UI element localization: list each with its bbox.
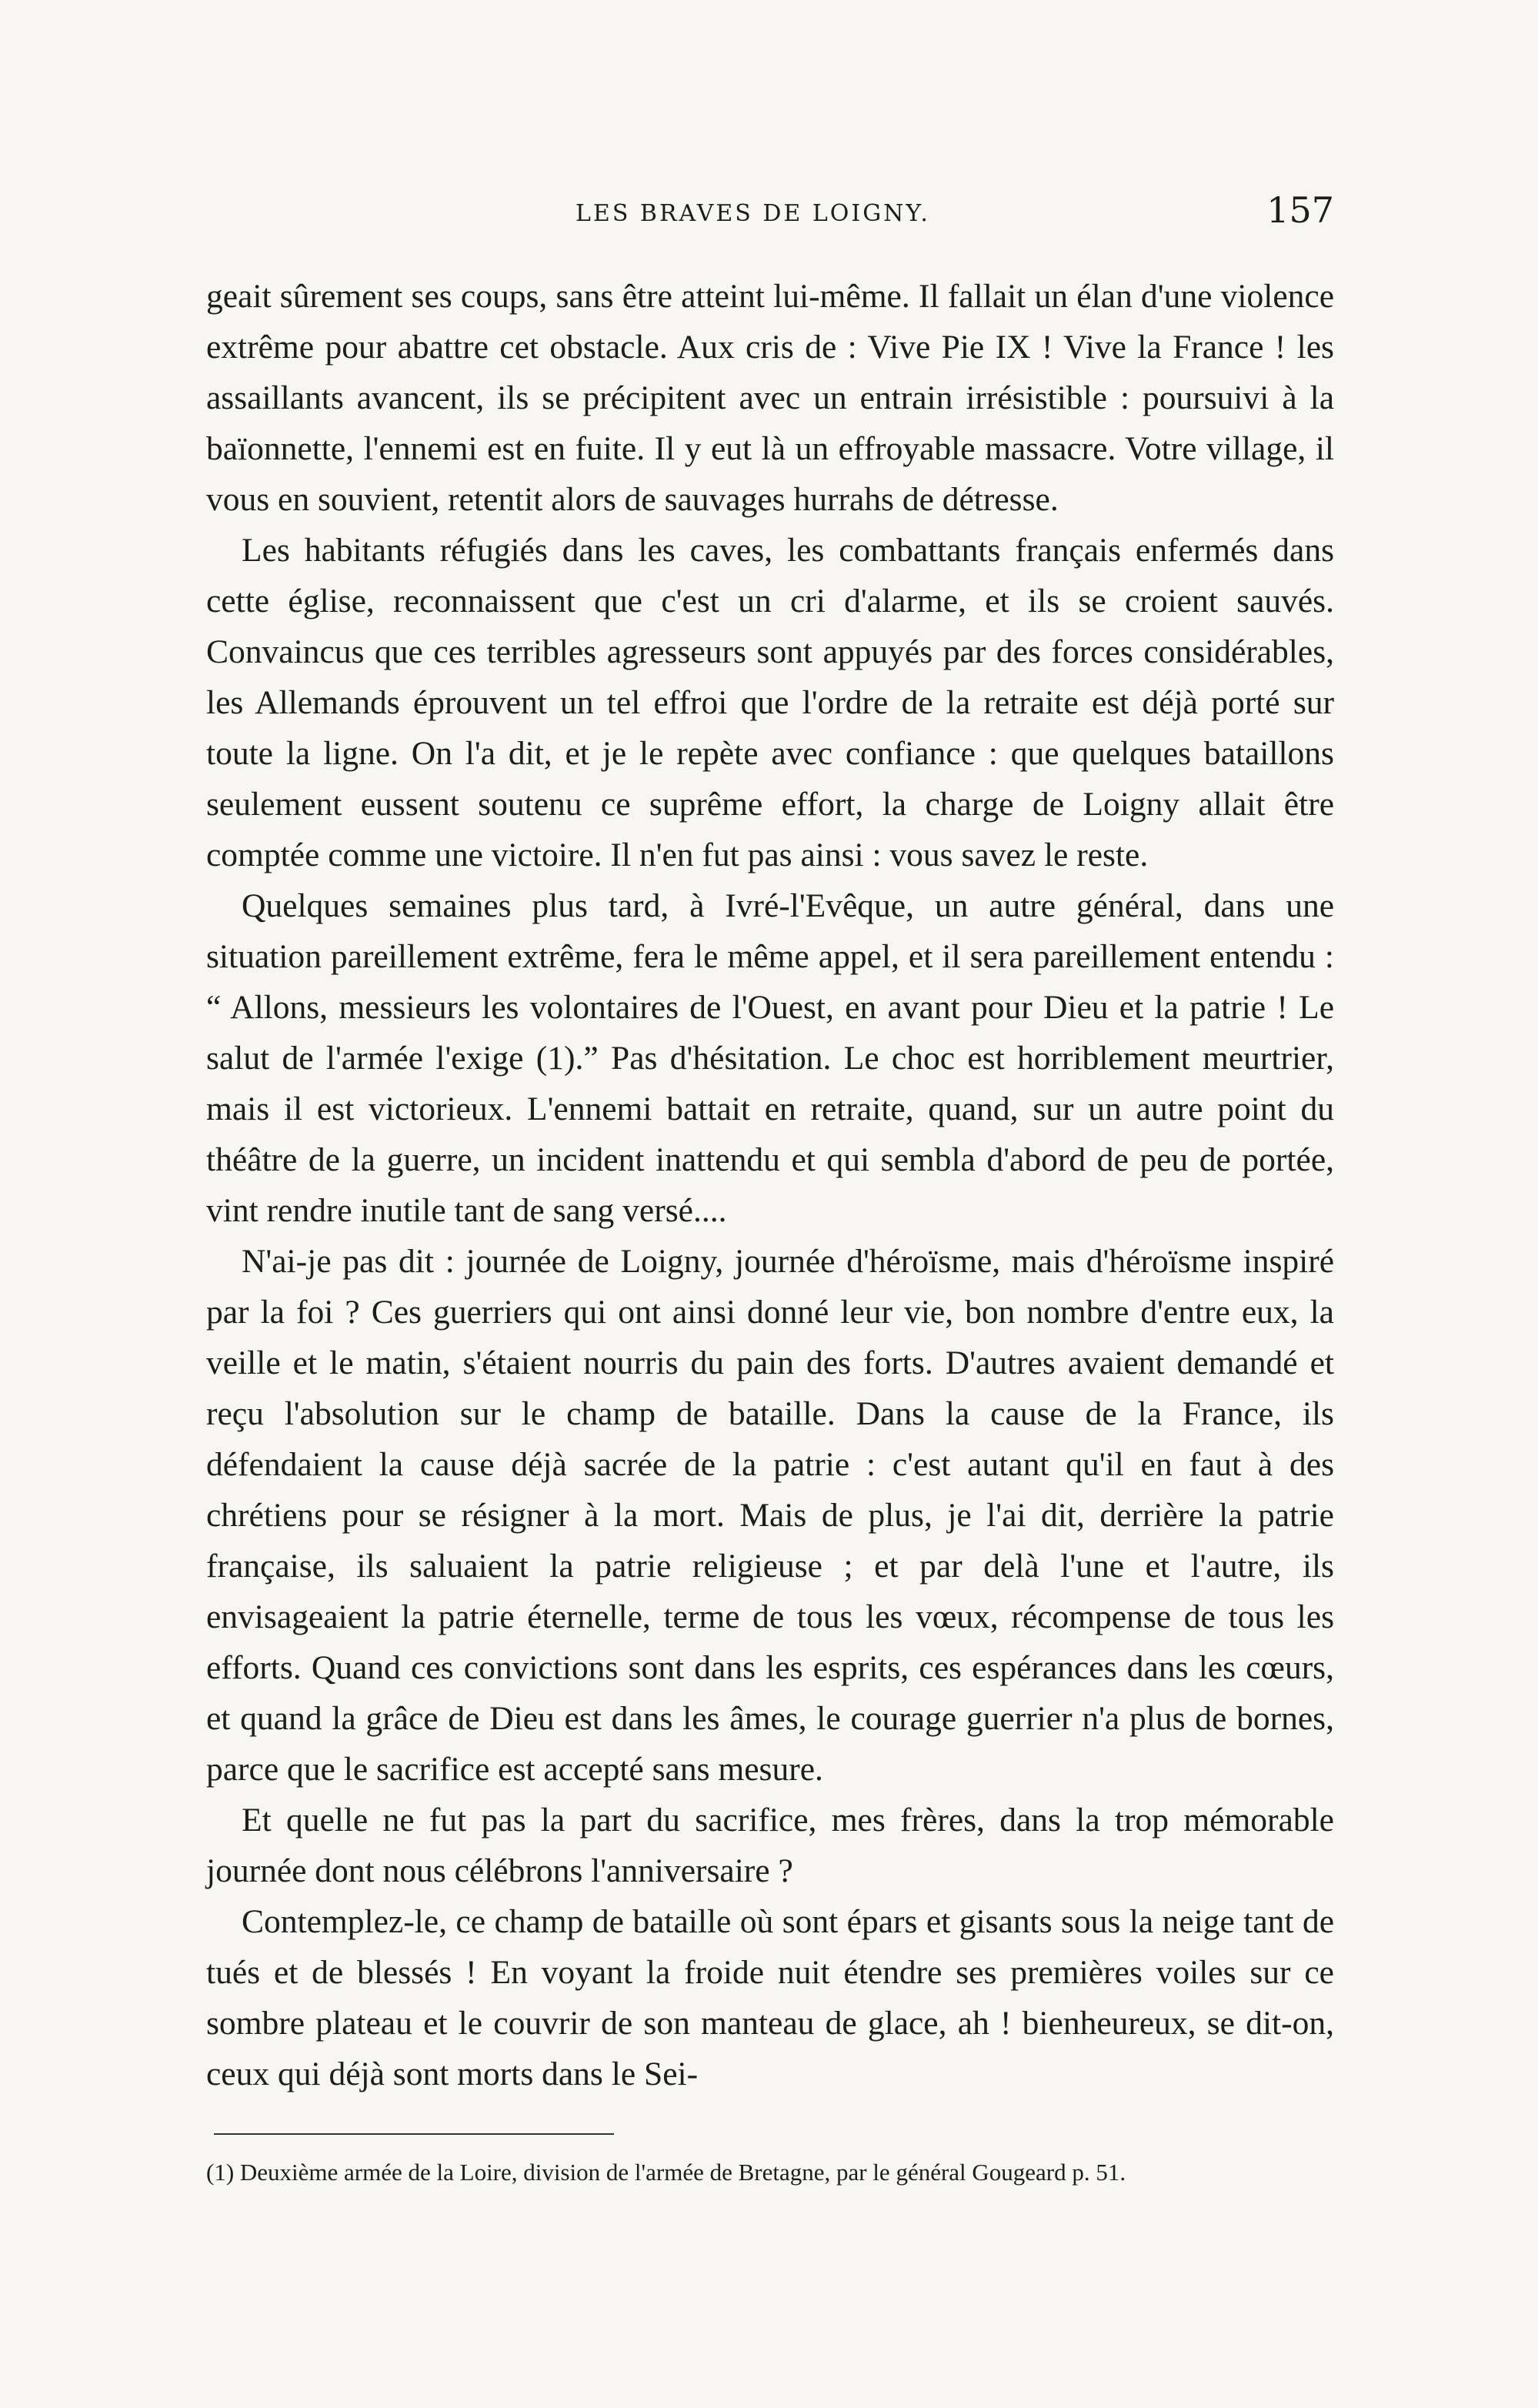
body-text (206, 271, 1334, 2099)
paragraph: N'ai-je pas dit : journée de Loigny, journée d'héroïsme, mais d'héroïsme inspiré par la foi ? Ces guerriers qui ont ainsi donné leur vie, bon nombre d'entre eux, la veille et le matin, s'étaient nourris du pain des forts. D'autres avaient demandé et reçu l'absolution sur le champ de bataille. Dans la cause de la France, ils défendaient la cause déjà sacrée de la patrie : c'est autant qu'il en faut à des chrétiens pour se résigner à la mort. Mais de plus, je l'ai dit, derrière la patrie française, ils saluaient la patrie religieuse ; et par delà l'une et l'autre, ils envisageaient la patrie éternelle, terme de tous les vœux, récompense de tous les efforts. Quand ces convictions sont dans les esprits, ces espérances dans les cœurs, et quand la grâce de Dieu est dans les âmes, le courage guerrier n'a plus de bornes, parce que le sacrifice est accepté sans mesure. (206, 1243, 1334, 1788)
running-title: LES BRAVES DE LOIGNY. (575, 200, 930, 227)
paragraph: geait sûrement ses coups, sans être atteint lui-même. Il fallait un élan d'une violence extrême pour abattre cet obstacle. Aux cris de : Vive Pie IX ! Vive la France ! les assaillants avancent, ils se précipitent avec un entrain irrésistible : poursuivi à la baïonnette, l'ennemi est en fuite. Il y eut là un effroyable massacre. Votre village, il vous en souvient, retentit alors de sauvages hurrahs de détresse. (206, 278, 1334, 518)
paragraph: Et quelle ne fut pas la part du sacrifice, mes frères, dans la trop mémorable journée dont nous célébrons l'anniversaire ? (206, 1802, 1334, 1889)
paragraph: Contemplez-le, ce champ de bataille où sont épars et gisants sous la neige tant de tués et de blessés ! En voyant la froide nuit étendre ses premières voiles sur ce sombre plateau et le couvrir de son manteau de glace, ah ! bienheureux, se dit-on, ceux qui déjà sont morts dans le Sei- (206, 1903, 1334, 2092)
book-page (206, 189, 1334, 2214)
footnote-divider (214, 2133, 614, 2135)
paragraph: Quelques semaines plus tard, à Ivré-l'Evêque, un autre général, dans une situation pareillement extrême, fera le même appel, et il sera pareillement entendu : “ Allons, messieurs les volontaires de l'Ouest, en avant pour Dieu et la patrie ! Le salut de l'armée l'exige (1).” Pas d'hésitation. Le choc est horriblement meurtrier, mais il est victorieux. L'ennemi battait en retraite, quand, sur un autre point du théâtre de la guerre, un incident inattendu et qui sembla d'abord de peu de portée, vint rendre inutile tant de sang versé.... (206, 887, 1334, 1229)
paragraph: Les habitants réfugiés dans les caves, les combattants français enfermés dans cette église, reconnaissent que c'est un cri d'alarme, et ils se croient sauvés. Convaincus que ces terribles agresseurs sont appuyés par des forces considérables, les Allemands éprouvent un tel effroi que l'ordre de la retraite est déjà porté sur toute la ligne. On l'a dit, et je le repète avec confiance : que quelques bataillons seulement eussent soutenu ce suprême effort, la charge de Loigny allait être comptée comme une victoire. Il n'en fut pas ainsi : vous savez le reste. (206, 532, 1334, 873)
footnote: (1) Deuxième armée de la Loire, division de l'armée de Bretagne, par le général Gougeard p. 51. (206, 2159, 1126, 2186)
page-number: 157 (1266, 189, 1334, 231)
page-header (206, 189, 1334, 243)
